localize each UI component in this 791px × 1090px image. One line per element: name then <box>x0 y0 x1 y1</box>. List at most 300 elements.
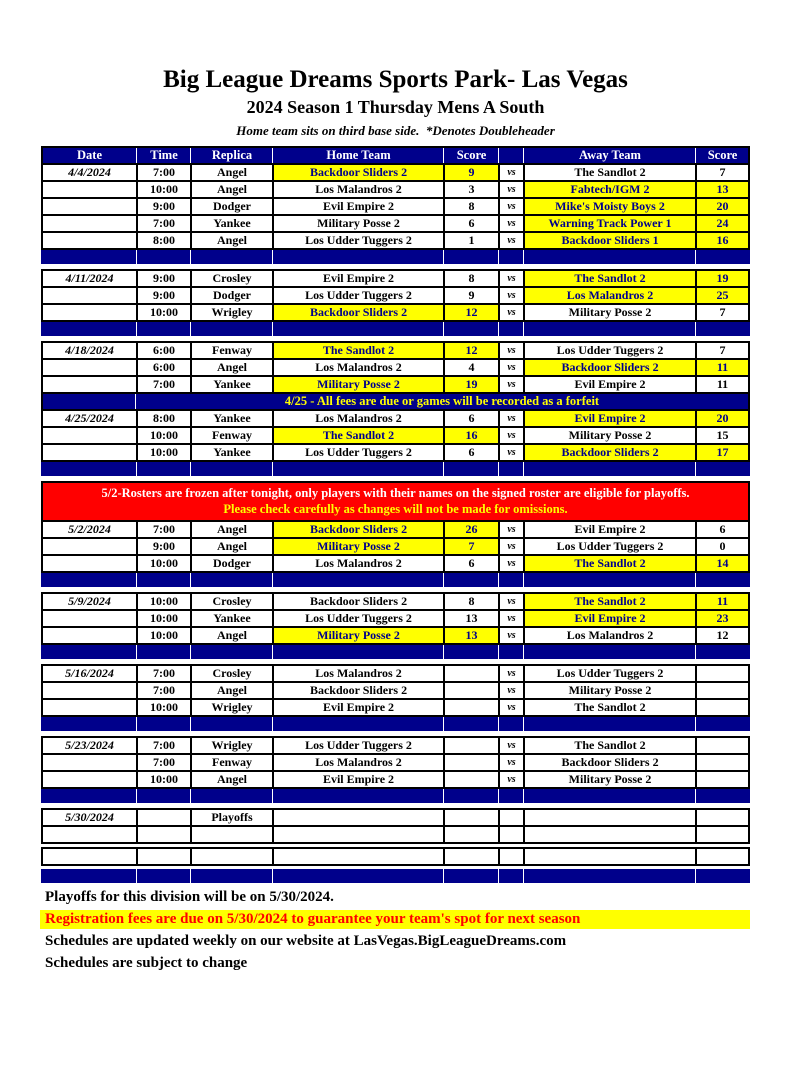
time-cell: 10:00 <box>136 628 190 643</box>
divider-cell <box>272 573 443 587</box>
home-team-cell: Evil Empire 2 <box>272 772 443 787</box>
date-cell <box>43 288 136 303</box>
date-cell <box>43 849 136 864</box>
vs-label: vs <box>498 233 523 248</box>
home-score-cell: 9 <box>443 288 498 303</box>
time-cell: 10:00 <box>136 700 190 715</box>
home-team-cell: Los Malandros 2 <box>272 360 443 375</box>
game-row <box>43 343 748 358</box>
footer <box>0 888 791 973</box>
time-cell: 7:00 <box>136 755 190 770</box>
away-team-cell: Backdoor Sliders 2 <box>523 360 695 375</box>
home-score-cell: 6 <box>443 556 498 571</box>
home-score-cell: 8 <box>443 271 498 286</box>
divider-cell <box>695 250 748 264</box>
game-row <box>43 554 748 571</box>
roster-freeze-line2: Please check carefully as changes will not be made for omissions. <box>223 502 568 516</box>
replica-cell: Dodger <box>190 199 272 214</box>
vs-label: vs <box>498 700 523 715</box>
date-cell: 5/9/2024 <box>68 594 111 608</box>
time-cell: 9:00 <box>136 271 190 286</box>
time-cell <box>136 827 190 842</box>
replica-cell: Yankee <box>190 377 272 392</box>
divider-cell <box>190 250 272 264</box>
vs-label: vs <box>498 628 523 643</box>
divider-cell <box>695 789 748 803</box>
replica-cell: Yankee <box>190 216 272 231</box>
game-row <box>43 738 748 753</box>
divider-cell <box>136 250 190 264</box>
home-team-cell: Los Udder Tuggers 2 <box>272 738 443 753</box>
section-divider <box>41 573 750 587</box>
home-team-cell: Backdoor Sliders 2 <box>272 305 443 320</box>
away-team-cell: Evil Empire 2 <box>523 522 695 537</box>
time-cell <box>136 849 190 864</box>
away-score-cell <box>695 772 748 787</box>
header-replica-cell: Replica <box>190 148 272 163</box>
away-team-cell: Military Posse 2 <box>523 772 695 787</box>
game-row <box>43 303 748 320</box>
away-team-cell: Backdoor Sliders 2 <box>523 755 695 770</box>
away-team-cell <box>523 810 695 825</box>
section-divider <box>41 869 750 883</box>
replica-cell: Fenway <box>190 428 272 443</box>
game-row <box>43 626 748 643</box>
away-team-cell: Warning Track Power 1 <box>523 216 695 231</box>
time-cell: 10:00 <box>136 772 190 787</box>
page-tagline: Home team sits on third base side. *Denotes Doubleheader <box>236 123 555 138</box>
vs-label: vs <box>498 216 523 231</box>
divider-cell <box>695 322 748 336</box>
away-team-cell: The Sandlot 2 <box>523 594 695 609</box>
time-cell: 10:00 <box>136 428 190 443</box>
away-score-cell: 7 <box>695 343 748 358</box>
away-score-cell: 20 <box>695 411 748 426</box>
away-team-cell: Los Udder Tuggers 2 <box>523 539 695 554</box>
vs-label: vs <box>498 539 523 554</box>
divider-cell <box>43 573 136 587</box>
vs-label: vs <box>498 738 523 753</box>
game-row <box>43 537 748 554</box>
date-cell: 4/25/2024 <box>65 411 114 425</box>
home-score-cell <box>443 738 498 753</box>
time-cell: 10:00 <box>136 556 190 571</box>
date-cell: 4/11/2024 <box>65 271 114 285</box>
home-team-cell: Military Posse 2 <box>272 628 443 643</box>
replica-cell <box>190 827 272 842</box>
game-row <box>43 214 748 231</box>
away-team-cell: Military Posse 2 <box>523 683 695 698</box>
away-score-cell <box>695 849 748 864</box>
date-cell <box>43 216 136 231</box>
home-team-cell: Military Posse 2 <box>272 216 443 231</box>
away-score-cell <box>695 738 748 753</box>
banner-date-stub <box>43 394 136 409</box>
date-cell <box>43 611 136 626</box>
date-cell <box>43 700 136 715</box>
away-score-cell: 25 <box>695 288 748 303</box>
vs-label: vs <box>498 305 523 320</box>
game-row <box>43 411 748 426</box>
away-score-cell: 11 <box>695 360 748 375</box>
home-score-cell: 6 <box>443 216 498 231</box>
divider-cell <box>523 789 695 803</box>
replica-cell: Crosley <box>190 594 272 609</box>
replica-cell: Angel <box>190 539 272 554</box>
divider-cell <box>695 573 748 587</box>
away-team-cell: Military Posse 2 <box>523 428 695 443</box>
time-cell: 6:00 <box>136 360 190 375</box>
replica-cell: Angel <box>190 683 272 698</box>
divider-cell <box>43 322 136 336</box>
vs-label: vs <box>498 165 523 180</box>
away-team-cell: Military Posse 2 <box>523 305 695 320</box>
home-team-cell: Los Udder Tuggers 2 <box>272 611 443 626</box>
divider-cell <box>272 717 443 731</box>
home-team-cell <box>272 827 443 842</box>
replica-cell: Angel <box>190 233 272 248</box>
home-score-cell <box>443 683 498 698</box>
time-cell: 7:00 <box>136 522 190 537</box>
section-divider <box>41 789 750 803</box>
date-cell: 4/4/2024 <box>68 165 111 179</box>
date-cell <box>43 628 136 643</box>
roster-freeze-banner <box>41 481 750 522</box>
divider-cell <box>443 869 498 883</box>
divider-cell <box>136 789 190 803</box>
away-team-cell: Los Udder Tuggers 2 <box>523 343 695 358</box>
game-row <box>43 698 748 715</box>
header-home-score-cell: Score <box>443 148 498 163</box>
divider-cell <box>695 869 748 883</box>
home-team-cell: Backdoor Sliders 2 <box>272 522 443 537</box>
divider-cell <box>695 717 748 731</box>
time-cell: 10:00 <box>136 611 190 626</box>
divider-cell <box>443 789 498 803</box>
away-score-cell: 19 <box>695 271 748 286</box>
divider-cell <box>272 645 443 659</box>
date-cell <box>43 683 136 698</box>
header-time-cell: Time <box>136 148 190 163</box>
home-score-cell: 16 <box>443 428 498 443</box>
schedule-block <box>41 847 750 866</box>
schedule-block <box>41 808 750 844</box>
time-cell: 7:00 <box>136 216 190 231</box>
vs-label: vs <box>498 772 523 787</box>
schedule-block <box>41 592 750 645</box>
divider-cell <box>498 322 523 336</box>
time-cell: 10:00 <box>136 445 190 460</box>
table-header-segment <box>41 146 750 165</box>
divider-cell <box>136 869 190 883</box>
time-cell: 7:00 <box>136 377 190 392</box>
home-team-cell: The Sandlot 2 <box>272 428 443 443</box>
away-team-cell: Los Udder Tuggers 2 <box>523 666 695 681</box>
divider-cell <box>695 645 748 659</box>
header-date-cell: Date <box>43 148 136 163</box>
divider-cell <box>190 869 272 883</box>
replica-cell: Wrigley <box>190 305 272 320</box>
away-team-cell: Backdoor Sliders 2 <box>523 445 695 460</box>
section-divider <box>41 322 750 336</box>
away-score-cell: 23 <box>695 611 748 626</box>
divider-cell <box>43 789 136 803</box>
divider-cell <box>190 789 272 803</box>
vs-label: vs <box>498 343 523 358</box>
home-score-cell: 13 <box>443 611 498 626</box>
vs-label: vs <box>498 594 523 609</box>
replica-cell: Angel <box>190 522 272 537</box>
away-score-cell: 13 <box>695 182 748 197</box>
divider-cell <box>523 717 695 731</box>
fees-due-banner-text: 4/25 - All fees are due or games will be recorded as a forfeit <box>284 394 600 408</box>
vs-label: vs <box>498 288 523 303</box>
away-team-cell: Mike's Moisty Boys 2 <box>523 199 695 214</box>
date-cell <box>43 539 136 554</box>
replica-cell: Yankee <box>190 611 272 626</box>
divider-cell <box>523 462 695 476</box>
vs-label: vs <box>498 199 523 214</box>
vs-label <box>498 827 523 842</box>
divider-cell <box>498 462 523 476</box>
date-cell <box>43 305 136 320</box>
home-score-cell <box>443 849 498 864</box>
header-vs-label <box>498 148 523 163</box>
game-row <box>43 681 748 698</box>
away-team-cell <box>523 849 695 864</box>
time-cell: 9:00 <box>136 288 190 303</box>
divider-cell <box>443 462 498 476</box>
schedule-table <box>41 146 753 883</box>
date-cell <box>43 199 136 214</box>
away-team-cell: Evil Empire 2 <box>523 411 695 426</box>
away-score-cell: 6 <box>695 522 748 537</box>
time-cell: 7:00 <box>136 683 190 698</box>
away-team-cell: Fabtech/IGM 2 <box>523 182 695 197</box>
replica-cell <box>190 849 272 864</box>
home-team-cell <box>272 810 443 825</box>
divider-cell <box>272 869 443 883</box>
divider-cell <box>272 789 443 803</box>
date-cell: 5/16/2024 <box>65 666 114 680</box>
home-score-cell: 3 <box>443 182 498 197</box>
home-team-cell: Los Udder Tuggers 2 <box>272 445 443 460</box>
home-score-cell: 26 <box>443 522 498 537</box>
game-row <box>43 180 748 197</box>
divider-cell <box>43 462 136 476</box>
game-row <box>43 810 748 825</box>
replica-cell: Angel <box>190 628 272 643</box>
game-row <box>43 849 748 864</box>
replica-cell: Angel <box>190 182 272 197</box>
time-cell: 8:00 <box>136 411 190 426</box>
home-team-cell: Backdoor Sliders 2 <box>272 165 443 180</box>
game-row <box>43 770 748 787</box>
vs-label: vs <box>498 666 523 681</box>
divider-cell <box>523 645 695 659</box>
date-cell <box>43 772 136 787</box>
home-score-cell: 7 <box>443 539 498 554</box>
date-cell: 5/2/2024 <box>68 522 111 536</box>
divider-cell <box>190 717 272 731</box>
section-divider <box>41 250 750 264</box>
home-team-cell: Backdoor Sliders 2 <box>272 594 443 609</box>
replica-cell: Wrigley <box>190 700 272 715</box>
schedule-block <box>41 736 750 789</box>
header-away-score-cell: Score <box>695 148 748 163</box>
schedule-document <box>0 66 791 1090</box>
home-score-cell: 19 <box>443 377 498 392</box>
divider-cell <box>43 869 136 883</box>
divider-cell <box>43 717 136 731</box>
away-score-cell: 0 <box>695 539 748 554</box>
home-team-cell: Evil Empire 2 <box>272 199 443 214</box>
divider-cell <box>443 573 498 587</box>
vs-label: vs <box>498 445 523 460</box>
vs-label: vs <box>498 271 523 286</box>
away-score-cell: 16 <box>695 233 748 248</box>
page-subtitle: 2024 Season 1 Thursday Mens A South <box>246 97 545 117</box>
divider-cell <box>523 573 695 587</box>
footer-website-note: Schedules are updated weekly on our website at LasVegas.BigLeagueDreams.com <box>45 933 567 949</box>
away-score-cell <box>695 666 748 681</box>
away-score-cell: 20 <box>695 199 748 214</box>
home-team-cell: Los Malandros 2 <box>272 666 443 681</box>
game-row <box>43 825 748 842</box>
game-row <box>43 609 748 626</box>
roster-freeze-line1: 5/2-Rosters are frozen after tonight, only players with their names on the signed roster are eligible for playoffs. <box>101 486 690 500</box>
date-cell: 4/18/2024 <box>65 343 114 357</box>
divider-cell <box>695 462 748 476</box>
vs-label: vs <box>498 522 523 537</box>
footer-registration-note: Registration fees are due on 5/30/2024 to guarantee your team's spot for next season <box>40 910 750 929</box>
vs-label: vs <box>498 182 523 197</box>
game-row <box>43 271 748 286</box>
date-cell <box>43 556 136 571</box>
divider-cell <box>136 462 190 476</box>
away-score-cell <box>695 827 748 842</box>
divider-cell <box>523 869 695 883</box>
away-score-cell: 14 <box>695 556 748 571</box>
header-home-team-cell: Home Team <box>272 148 443 163</box>
divider-cell <box>272 250 443 264</box>
vs-label: vs <box>498 755 523 770</box>
replica-cell: Dodger <box>190 288 272 303</box>
vs-label: vs <box>498 428 523 443</box>
away-team-cell: The Sandlot 2 <box>523 165 695 180</box>
divider-cell <box>272 322 443 336</box>
divider-cell <box>43 645 136 659</box>
home-score-cell: 12 <box>443 343 498 358</box>
schedule-block <box>41 664 750 717</box>
time-cell: 10:00 <box>136 594 190 609</box>
divider-cell <box>498 869 523 883</box>
away-team-cell <box>523 827 695 842</box>
home-team-cell: Military Posse 2 <box>272 377 443 392</box>
away-team-cell: Los Malandros 2 <box>523 288 695 303</box>
divider-cell <box>443 645 498 659</box>
home-team-cell: Evil Empire 2 <box>272 271 443 286</box>
fees-due-banner <box>41 392 750 411</box>
schedule-block <box>41 520 750 573</box>
divider-cell <box>136 645 190 659</box>
home-score-cell: 6 <box>443 411 498 426</box>
date-cell <box>43 428 136 443</box>
game-row <box>43 522 748 537</box>
footer-playoffs-note: Playoffs for this division will be on 5/30/2024. <box>45 889 334 905</box>
time-cell: 9:00 <box>136 539 190 554</box>
time-cell: 10:00 <box>136 305 190 320</box>
time-cell: 8:00 <box>136 233 190 248</box>
divider-cell <box>498 717 523 731</box>
section-divider <box>41 717 750 731</box>
date-cell <box>43 377 136 392</box>
replica-cell: Yankee <box>190 411 272 426</box>
home-team-cell: Los Udder Tuggers 2 <box>272 233 443 248</box>
replica-cell: Crosley <box>190 666 272 681</box>
away-team-cell: The Sandlot 2 <box>523 700 695 715</box>
vs-label: vs <box>498 611 523 626</box>
schedule-block <box>41 341 750 394</box>
away-score-cell: 7 <box>695 305 748 320</box>
date-cell <box>43 827 136 842</box>
vs-label: vs <box>498 556 523 571</box>
home-score-cell <box>443 772 498 787</box>
date-cell <box>43 755 136 770</box>
vs-label: vs <box>498 360 523 375</box>
date-cell <box>43 182 136 197</box>
date-cell: 5/30/2024 <box>65 810 114 824</box>
time-cell: 7:00 <box>136 165 190 180</box>
away-score-cell <box>695 683 748 698</box>
game-row <box>43 286 748 303</box>
divider-cell <box>190 462 272 476</box>
game-row <box>43 375 748 392</box>
away-team-cell: The Sandlot 2 <box>523 738 695 753</box>
replica-cell: Fenway <box>190 343 272 358</box>
game-row <box>43 426 748 443</box>
home-score-cell: 1 <box>443 233 498 248</box>
game-row <box>43 443 748 460</box>
home-team-cell: Los Malandros 2 <box>272 556 443 571</box>
divider-cell <box>136 573 190 587</box>
home-score-cell: 4 <box>443 360 498 375</box>
schedule-block <box>41 163 750 250</box>
footer-subject-to-change-note: Schedules are subject to change <box>45 955 248 971</box>
time-cell: 7:00 <box>136 738 190 753</box>
replica-cell: Playoffs <box>190 810 272 825</box>
away-team-cell: The Sandlot 2 <box>523 271 695 286</box>
home-score-cell: 8 <box>443 594 498 609</box>
vs-label: vs <box>498 683 523 698</box>
replica-cell: Dodger <box>190 556 272 571</box>
page-title: Big League Dreams Sports Park- Las Vegas <box>163 66 628 93</box>
divider-cell <box>272 462 443 476</box>
time-cell: 6:00 <box>136 343 190 358</box>
replica-cell: Angel <box>190 165 272 180</box>
away-score-cell <box>695 755 748 770</box>
vs-label <box>498 849 523 864</box>
game-row <box>43 165 748 180</box>
away-score-cell: 11 <box>695 594 748 609</box>
away-team-cell: Los Malandros 2 <box>523 628 695 643</box>
divider-cell <box>443 322 498 336</box>
divider-cell <box>498 789 523 803</box>
home-team-cell: Backdoor Sliders 2 <box>272 683 443 698</box>
home-score-cell <box>443 755 498 770</box>
divider-cell <box>498 645 523 659</box>
home-score-cell: 12 <box>443 305 498 320</box>
